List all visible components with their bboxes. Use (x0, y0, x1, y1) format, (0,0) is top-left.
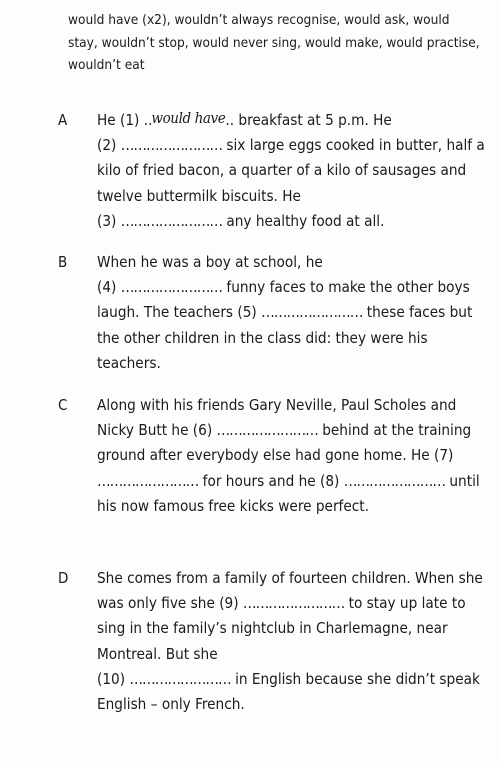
sentence-text: When he was a boy at school, he (97, 253, 323, 271)
section-letter: B (58, 253, 68, 271)
sentence-text: to stay up late to sing in the family’s nightclub in Charlemagne, near Montreal. But she (97, 594, 466, 663)
sentence-text: for hours and he (8) (198, 471, 344, 490)
sentence-text: any healthy food at all. (222, 211, 385, 230)
answer-blank[interactable]: …………………… (120, 136, 223, 155)
gap-number: He (1) (97, 111, 144, 129)
answer-blank[interactable]: …………………… (261, 303, 363, 322)
sentence-text: Along with his friends Gary Neville, Paul Scholes and Nicky Butt he (6) (97, 396, 457, 440)
sentence-text: She comes from a family of fourteen children. When she was only five she (9) (97, 569, 483, 613)
answer-blank[interactable]: …………………… (120, 211, 223, 230)
gap-number: (4) (97, 278, 121, 297)
gap-number: (3) (97, 211, 121, 230)
handwritten-answer: would have (151, 109, 226, 127)
section-text (97, 250, 492, 376)
sentence-text: until his now famous free kicks were perfect. (97, 471, 480, 515)
section-text (97, 566, 492, 717)
answer-blank[interactable]: …………………… (120, 278, 223, 297)
gap-number: (2) (97, 136, 121, 155)
word-box-text: would have (x2), wouldn’t always recognise, would ask, would stay, wouldn’t stop, would never sing, would make, would practise, wouldn’t eat (68, 12, 480, 73)
answer-blank[interactable]: …………………… (343, 471, 446, 490)
sentence-text: in English because she didn’t speak English – only French. (97, 669, 480, 714)
answer-blank[interactable]: …………………… (216, 421, 318, 440)
answer-blank[interactable]: …………………… (97, 471, 199, 490)
sentence-text: behind at the training ground after everybody else had gone home. He (7) (97, 421, 472, 465)
word-box (68, 9, 480, 77)
section-letter: A (58, 111, 68, 129)
answer-blank[interactable]: …………………… (242, 594, 345, 613)
sentence-text: six large eggs cooked in butter, half a kilo of fried bacon, a quarter of a kilo of sausages and twelve buttermilk biscuits. He (97, 136, 485, 205)
answer-blank[interactable]: …………………… (129, 669, 231, 688)
gap-number: (10) (97, 669, 130, 688)
sentence-text: these faces but the other children in the class did: they were his teachers. (97, 303, 473, 372)
section-text (97, 393, 492, 519)
section-letter: D (58, 569, 69, 587)
sentence-text: .. breakfast at 5 p.m. He (225, 111, 392, 129)
sentence-text: funny faces to make the other boys laugh. The teachers (5) (97, 278, 470, 322)
section-letter: C (58, 396, 68, 414)
section-text (97, 108, 492, 234)
blank-lead: .. (143, 111, 153, 129)
